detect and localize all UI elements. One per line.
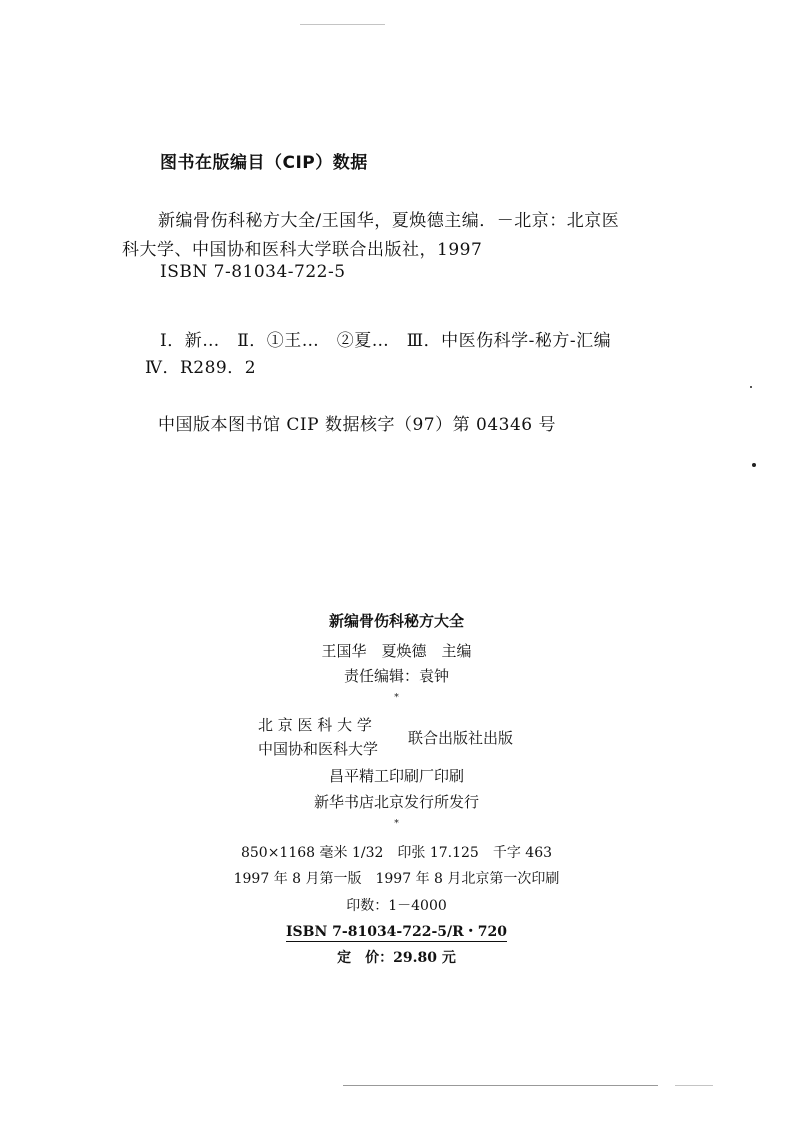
publisher-name-1: 北 京 医 科 大 学 (258, 716, 372, 734)
scan-speck (752, 463, 756, 467)
separator-star: * (394, 819, 399, 829)
editors: 王国华 夏焕德 主编 (321, 642, 472, 660)
publisher-group (258, 713, 378, 761)
cip-subject-line-1: Ⅰ．新… Ⅱ．①王… ②夏… Ⅲ．中医伤科学-秘方-汇编 (160, 331, 612, 351)
distributor: 新华书店北京发行所发行 (313, 793, 479, 811)
separator-star: * (394, 693, 399, 703)
book-title: 新编骨伤科秘方大全 (328, 612, 464, 630)
isbn-full-text: ISBN 7-81034-722-5/R・720 (286, 924, 507, 940)
scan-artifact-bottom (675, 1085, 713, 1086)
cip-description-line-1: 新编骨伤科秘方大全/王国华，夏焕德主编．－北京：北京医 (158, 211, 620, 231)
format-info: 850×1168 毫米 1/32 印张 17.125 千字 463 (240, 845, 553, 861)
publisher-name-2: 中国协和医科大学 (258, 740, 379, 758)
scan-artifact-bottom (343, 1085, 658, 1086)
print-run: 印数：1－4000 (346, 898, 447, 914)
cip-isbn: ISBN 7-81034-722-5 (160, 262, 346, 282)
publisher-suffix: 联合出版社出版 (408, 729, 514, 747)
edition-info: 1997 年 8 月第一版 1997 年 8 月北京第一次印刷 (233, 871, 560, 887)
responsible-editor: 责任编辑：袁钟 (343, 667, 449, 685)
price: 定 价：29.80 元 (337, 950, 456, 966)
isbn-full (0, 921, 793, 941)
cip-subject-line-2: Ⅳ．R289．2 (145, 358, 257, 378)
cip-verification-number: 中国版本图书馆 CIP 数据核字（97）第 04346 号 (158, 415, 556, 435)
scan-speck (750, 386, 752, 388)
cip-description-line-2: 科大学、中国协和医科大学联合出版社，1997 (122, 240, 483, 260)
printer: 昌平精工印刷厂印刷 (328, 767, 464, 785)
cip-heading: 图书在版编目（CIP）数据 (160, 153, 368, 173)
scan-artifact-top (300, 24, 385, 25)
